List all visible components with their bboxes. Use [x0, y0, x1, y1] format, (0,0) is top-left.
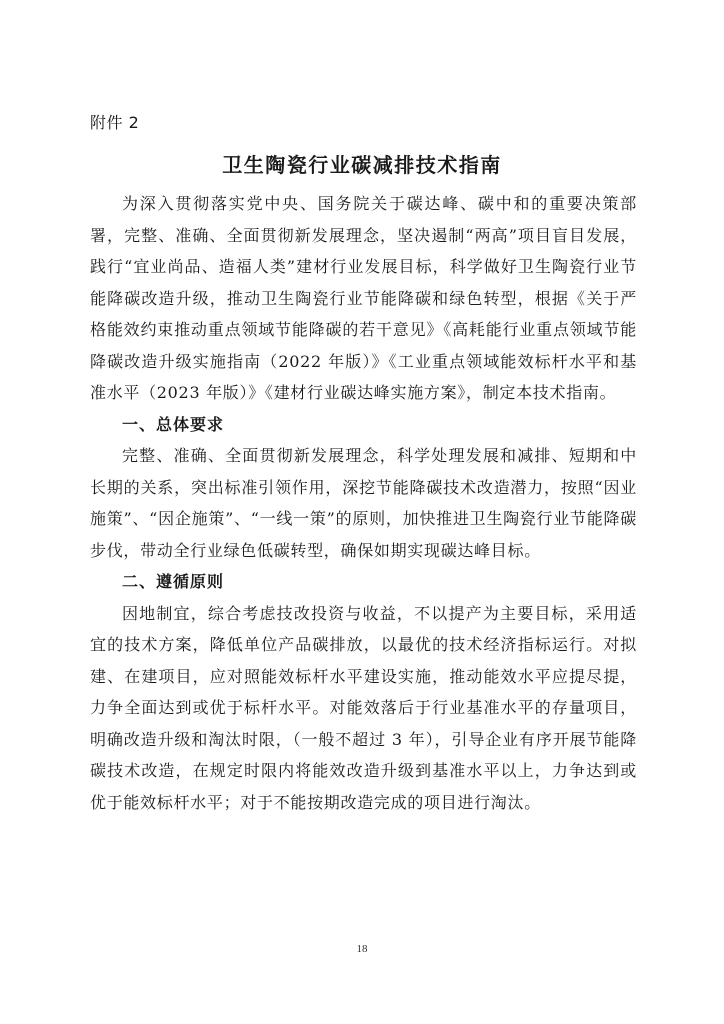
attachment-label: 附件 2 [90, 113, 140, 132]
section-paragraph-general-requirements: 完整、准确、全面贯彻新发展理念，科学处理发展和减排、短期和中长期的关系，突出标准引领作用，深挖节能降碳技术改造潜力，按照“因业施策”、“因企施策”、“一线一策”的原则，加快推进卫生陶瓷行业节能降碳步伐，带动全行业绿色低碳转型，确保如期实现碳达峰目标。 [90, 446, 637, 560]
page-number: 18 [356, 943, 368, 955]
section-paragraph-principles: 因地制宜，综合考虑技改投资与收益，不以提产为主要目标，采用适宜的技术方案，降低单位产品碳排放，以最优的技术经济指标运行。对拟建、在建项目，应对照能效标杆水平建设实施，推动能效水平应提尽提，力争全面达到或优于标杆水平。对能效落后于行业基准水平的存量项目，明确改造升级和淘汰时限，（一般不超过 3 年），引导企业有序开展节能降碳技术改造，在规定时限内将能效改造升级到基准水平以上，力争达到或优于能效标杆水平；对于不能按期改造完成的项目进行淘汰。 [90, 603, 637, 812]
document-title: 卫生陶瓷行业碳减排技术指南 [222, 153, 502, 177]
document-body [90, 188, 637, 818]
intro-paragraph: 为深入贯彻落实党中央、国务院关于碳达峰、碳中和的重要决策部署，完整、准确、全面贯彻新发展理念，坚决遏制“两高”项目盲目发展，践行“宜业尚品、造福人类”建材行业发展目标，科学做好卫生陶瓷行业节能降碳改造升级，推动卫生陶瓷行业节能降碳和绿色转型，根据《关于严格能效约束推动重点领域节能降碳的若干意见》《高耗能行业重点领域节能降碳改造升级实施指南（2022 年版）》《工业重点领域能效标杆水平和基准水平（2023 年版）》《建材行业碳达峰实施方案》，制定本技术指南。 [90, 194, 637, 402]
section-heading-general-requirements: 一、总体要求 [122, 414, 225, 434]
section-heading-principles: 二、遵循原则 [122, 572, 225, 591]
